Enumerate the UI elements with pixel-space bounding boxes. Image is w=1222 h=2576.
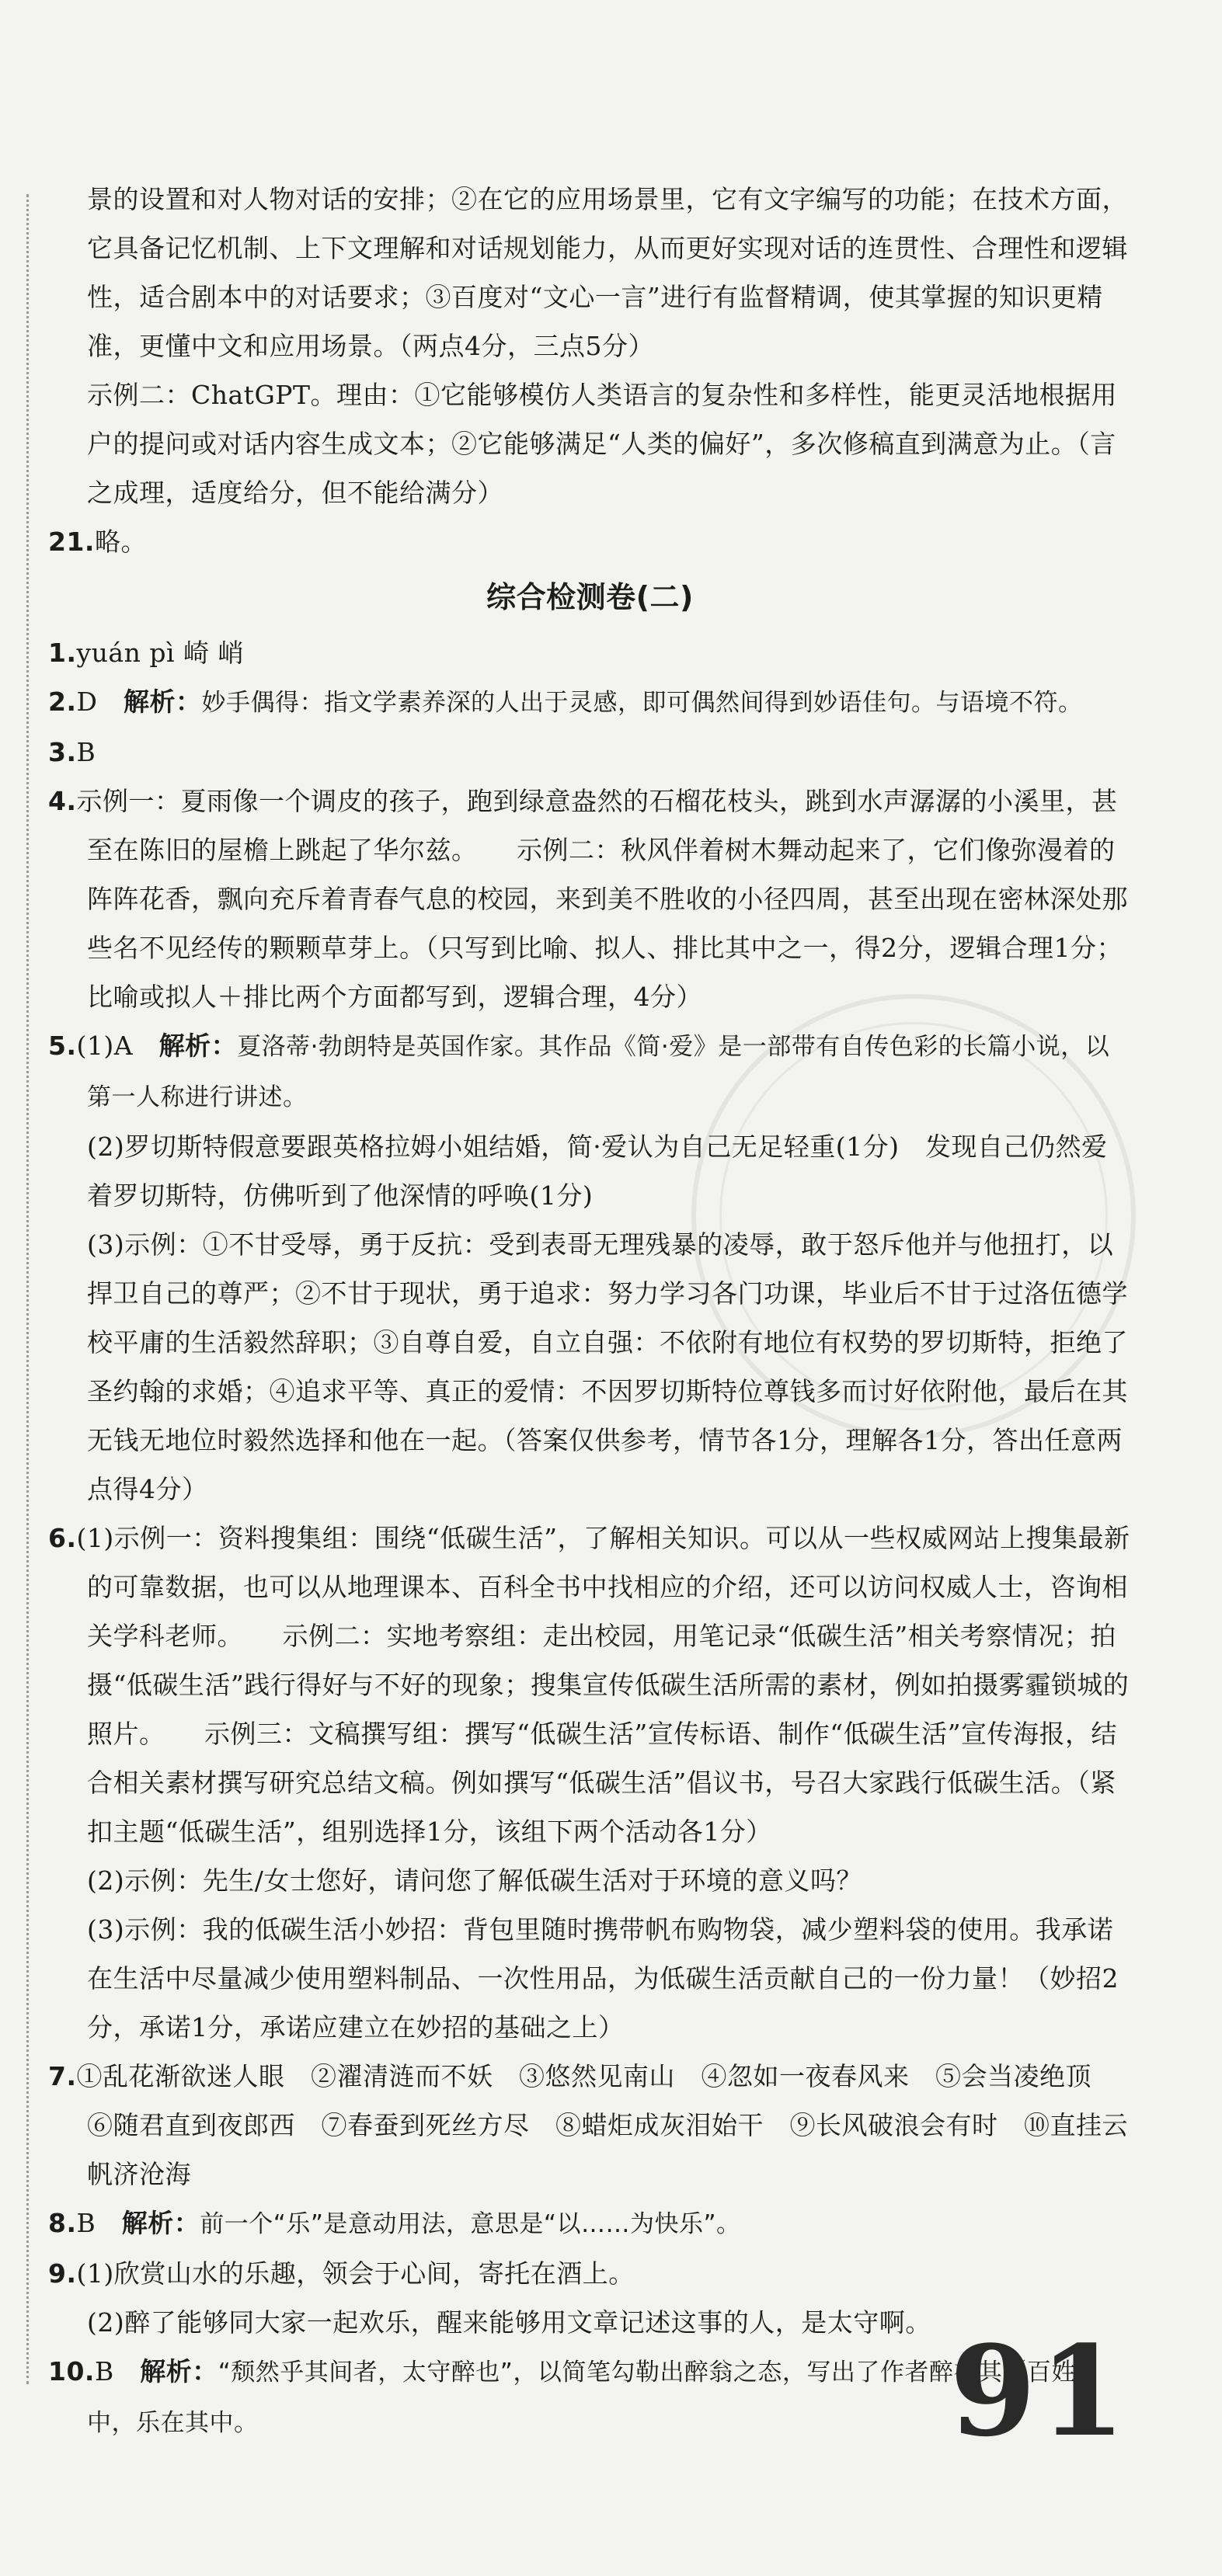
section-title: 综合检测卷(二) [486,580,694,614]
answer-content [48,175,1132,2448]
q10-answer: B [94,2356,114,2387]
page-number: 91 [949,2318,1129,2464]
q8-analysis-text: 前一个“乐”是意动用法，意思是“以……为快乐”。 [200,2210,741,2238]
q2 [48,677,1132,728]
q3-answer: B [76,737,96,767]
q6-part3: (3)示例：我的低碳生活小妙招：背包里随时携带帆布购物袋，减少塑料袋的使用。我承诺在生活中尽量减少使用塑料制品、一次性用品，为低碳生活贡献自己的一份力量！（妙招2分，承诺1分，承诺应建立在妙招的基础之上） [87,1914,1119,2042]
q1-number: 1. [48,638,77,668]
q4-number: 4. [48,786,77,816]
q8-answer: B [76,2208,96,2238]
q9-part1-text: (1)欣赏山水的乐趣，领会于心间，寄托在酒上。 [76,2258,635,2289]
q21-number: 21. [48,527,95,557]
q6-part2: (2)示例：先生/女士您好，请问您了解低碳生活对于环境的意义吗？ [87,1865,862,1896]
q10-number: 10. [48,2356,95,2387]
q9-part2: (2)醉了能够同大家一起欢乐，醒来能够用文章记述这事的人，是太守啊。 [87,2307,931,2338]
q1 [48,628,1132,677]
q5-number: 5. [48,1031,77,1061]
q10-analysis-tag: 解析： [140,2356,218,2387]
q8 [48,2199,1132,2249]
q2-analysis-text: 妙手偶得：指文学素养深的人出于灵感，即可偶然间得到妙语佳句。与语境不符。 [201,689,1083,717]
q7-text: ①乱花渐欲迷人眼 ②濯清涟而不妖 ③悠然见南山 ④忽如一夜春风来 ⑤会当凌绝顶 ⑥随君直到夜郎西 ⑦春蚕到死丝方尽 ⑧蜡炬成灰泪始干 ⑨长风破浪会有时 ⑩直挂云帆济沧海 [76,2061,1128,2189]
q5-analysis-text: 夏洛蒂·勃朗特是英国作家。其作品《简·爱》是一部带有自传色彩的长篇小说，以第一人称进行讲述。 [87,1033,1110,1111]
q2-answer: D [76,687,98,717]
q5-part1 [48,1021,1132,1122]
q6-part1 [48,1514,1132,1856]
q21-text: 略。 [94,527,147,557]
q5-analysis-tag: 解析： [158,1031,238,1061]
q8-analysis-tag: 解析： [121,2208,200,2238]
q10-analysis-text: “颓然乎其间者，太守醉也”，以简笔勾勒出醉翁之态，写出了作者醉在其（百姓）中，乐在其中。 [87,2359,1101,2437]
q5-part2: (2)罗切斯特假意要跟英格拉姆小姐结婚，简·爱认为自己无足轻重(1分) 发现自己仍然爱着罗切斯特，仿佛听到了他深情的呼唤(1分) [87,1132,1108,1211]
q21 [48,517,1132,566]
q8-number: 8. [48,2208,77,2238]
margin-dotted-line [26,194,29,2384]
q5-part3: (3)示例：①不甘受辱，勇于反抗：受到表哥无理残暴的凌辱，敢于怒斥他并与他扭打，以捍卫自己的尊严；②不甘于现状，勇于追求：努力学习各门功课，毕业后不甘于过洛伍德学校平庸的生活毅然辞职；③自尊自爱，自立自强：不依附有地位有权势的罗切斯特，拒绝了圣约翰的求婚；④追求平等、真正的爱情：不因罗切斯特位尊钱多而讨好依附他，最后在其无钱无地位时毅然选择和他在一起。（答案仅供参考，情节各1分，理解各1分，答出任意两点得4分） [87,1229,1128,1504]
q6-number: 6. [48,1523,77,1553]
example-two-paragraph: 示例二：ChatGPT。理由：①它能够模仿人类语言的复杂性和多样性，能更灵活地根据用户的提问或对话内容生成文本；②它能够满足“人类的偏好”，多次修稿直到满意为止。（言之成理，适度给分，但不能给满分） [87,380,1118,508]
q9-number: 9. [48,2258,77,2289]
q5-part1-answer: (1)A [76,1031,134,1061]
q4-text: 示例一：夏雨像一个调皮的孩子，跑到绿意盎然的石榴花枝头，跳到水声潺潺的小溪里，甚至在陈旧的屋檐上跳起了华尔兹。 示例二：秋风伴着树木舞动起来了，它们像弥漫着的阵阵花香，飘向充斥着青春气息的校园，来到美不胜收的小径四周，甚至出现在密林深处那些名不见经传的颗颗草芽上。（只写到比喻、拟人、排比其中之一，得2分，逻辑合理1分；比喻或拟人＋排比两个方面都写到，逻辑合理，4分） [76,786,1128,1012]
q6-part1-text: (1)示例一：资料搜集组：围绕“低碳生活”，了解相关知识。可以从一些权威网站上搜集最新的可靠数据，也可以从地理课本、百科全书中找相应的介绍，还可以访问权威人士，咨询相关学科老师。 示例二：实地考察组：走出校园，用笔记录“低碳生活”相关考察情况；拍摄“低碳生活”践行得好与不好的现象；搜集宣传低碳生活所需的素材，例如拍摄雾霾锁城的照片。 示例三：文稿撰写组：撰写“低碳生活”宣传标语、制作“低碳生活”宣传海报，结合相关素材撰写研究总结文稿。例如撰写“低碳生活”倡议书，号召大家践行低碳生活。（紧扣主题“低碳生活”，组别选择1分，该组下两个活动各1分） [76,1523,1130,1847]
q9-part1 [48,2249,1132,2298]
q7-number: 7. [48,2061,77,2091]
q7 [48,2052,1132,2199]
q2-number: 2. [48,687,77,717]
q3 [48,728,1132,777]
q4 [48,777,1132,1021]
q2-analysis-tag: 解析： [123,687,202,717]
q1-text: yuán pì 崎 峭 [76,638,244,668]
q3-number: 3. [48,737,77,767]
continued-paragraph: 景的设置和对人物对话的安排；②在它的应用场景里，它有文字编写的功能；在技术方面，它具备记忆机制、上下文理解和对话规划能力，从而更好实现对话的连贯性、合理性和逻辑性，适合剧本中的对话要求；③百度对“文心一言”进行有监督精调，使其掌握的知识更精准，更懂中文和应用场景。（两点4分，三点5分） [87,184,1128,361]
